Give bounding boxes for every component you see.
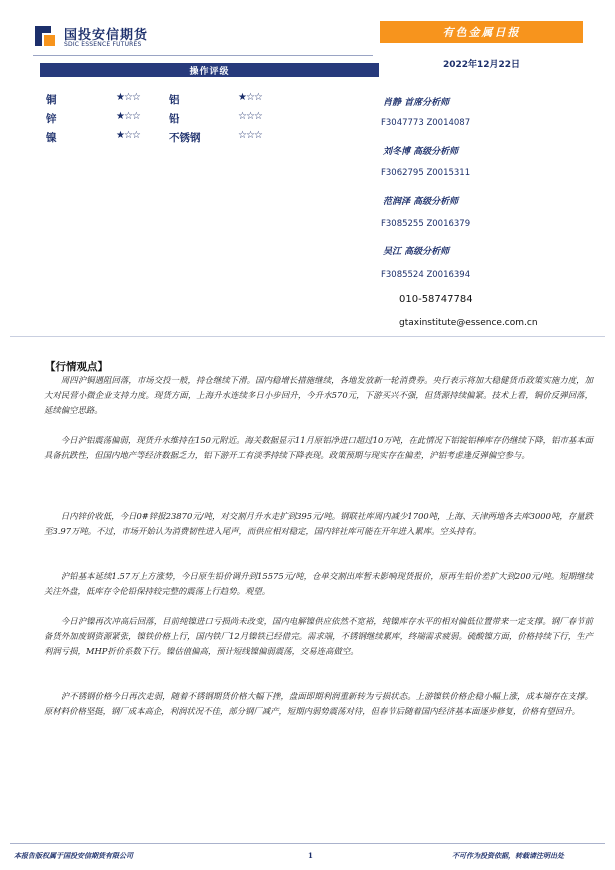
analyst-name: 肖静 首席分析师 (383, 98, 450, 108)
rating-metal-copper: 铜 (46, 94, 57, 106)
rating-table-header: 操作评级 (40, 63, 379, 77)
analyst-license: F3085255 Z0016379 (381, 219, 471, 229)
analyst-license: F3062795 Z0015311 (381, 168, 471, 178)
analyst-license: F3085524 Z0016394 (381, 270, 471, 280)
footer-copyright: 本报告版权属于国投安信期货有限公司 (14, 851, 133, 860)
rating-stars-copper: ★☆☆ (116, 92, 140, 103)
report-date: 2022年12月22日 (442, 60, 521, 70)
company-name-cn: 国投安信期货 (64, 28, 149, 43)
rating-metal-nickel: 镍 (46, 132, 57, 144)
section-title: 【行情观点】 (45, 361, 108, 373)
footer-disclaimer: 不可作为投资依据，转载请注明出处 (452, 851, 564, 860)
page-number: 1 (308, 851, 313, 860)
header-divider (33, 55, 373, 56)
paragraph-nickel: 今日沪镍再次冲高后回落，目前纯镍进口亏损尚未改变，国内电解镍供应依然不宽裕，纯镍库存水平的相对偏低位置带来一定支撑。钢厂春节前备货外加废钢资源紧张，镍铁价格上行，国内铁厂12月镍铁已经借完。需求端，不锈钢继续累库，终端需求疲弱。硫酸镍方面，价格持续下行，生产利润亏损，MHP折价系数下行。镍估值偏高，预计短线镍偏弱震荡，交易连高做空。 (44, 616, 593, 657)
analyst-name: 刘冬博 高级分析师 (383, 147, 459, 157)
company-logo-icon (33, 24, 57, 48)
paragraph-lead: 沪铅基本延续1.57万上方涨势，今日原生铅价调升到15575元/吨，仓单交割出库暂未影响现货报价，原再生铅价差扩大到200元/吨。短期继续关注外盘，低库存令伦铅保持较完整的震荡上行趋势。观望。 (44, 571, 593, 597)
analyst-license: F3047773 Z0014087 (381, 118, 471, 128)
paragraph-stainless-steel: 沪不锈钢价格今日再次走弱，随着不锈钢期货价格大幅下挫，盘面即期利润重新转为亏损状态。上游镍铁价格企稳小幅上涨，成本端存在支撑。原材料价格坚挺，钢厂成本高企，利润状况不佳，部分钢厂减产，短期内弱势震荡对待，但春节后随着国内经济基本面逐步修复，价格有望回升。 (44, 691, 593, 717)
report-type-banner: 有色金属日报 (380, 21, 583, 43)
analyst-name: 范润泽 高级分析师 (383, 197, 459, 207)
contact-email[interactable]: gtaxinstitute@essence.com.cn (399, 318, 538, 328)
rating-stars-lead: ☆☆☆ (238, 111, 262, 122)
rating-metal-aluminum: 铝 (169, 94, 180, 106)
rating-stars-stainless-steel: ☆☆☆ (238, 130, 262, 141)
footer-divider (10, 843, 605, 844)
company-name-en: SDIC ESSENCE FUTURES (64, 41, 142, 48)
paragraph-aluminum: 今日沪铝震荡偏弱，现货升水维持在150元附近。海关数据显示11月原铝净进口超过10万吨，在此情况下铝锭铝棒库存仍继续下降，铝市基本面具备抗跌性，但国内地产等经济数据乏力，铝下游开工有淡季持续下降表现。政策预期与现实存在偏差，沪铝考虑逢反弹偏空参与。 (44, 435, 593, 461)
section-divider (10, 336, 605, 337)
contact-phone: 010-58747784 (399, 294, 473, 305)
rating-metal-stainless-steel: 不锈钢 (169, 132, 201, 144)
rating-metal-zinc: 锌 (46, 113, 57, 125)
analyst-name: 吴江 高级分析师 (383, 247, 450, 257)
rating-stars-zinc: ★☆☆ (116, 111, 140, 122)
paragraph-zinc: 日内锌价收低，今日0#锌报23870元/吨，对交割月升水走扩到395元/吨。钢联社库周内减少1700吨，上海、天津两地各去库3000吨，存量跌至3.97万吨。不过，市场开始认为消费韧性进入尾声，而供应相对稳定，国内锌社库可能在开年进入累库。空头持有。 (44, 511, 593, 537)
paragraph-copper: 周四沪铜遇阻回落，市场交投一般，持仓继续下滑。国内稳增长措施继续，各地发放新一轮消费券。央行表示将加大稳健货币政策实施力度，加大对民营小微企业支持力度。现货方面，上海升水连续多日小步回升，今升水570元，下游买兴不强，但货源持续偏紧。技术上看，铜价反弹回落，延续偏空思路。 (44, 375, 593, 416)
rating-metal-lead: 铅 (169, 113, 180, 125)
rating-stars-aluminum: ★☆☆ (238, 92, 262, 103)
rating-stars-nickel: ★☆☆ (116, 130, 140, 141)
